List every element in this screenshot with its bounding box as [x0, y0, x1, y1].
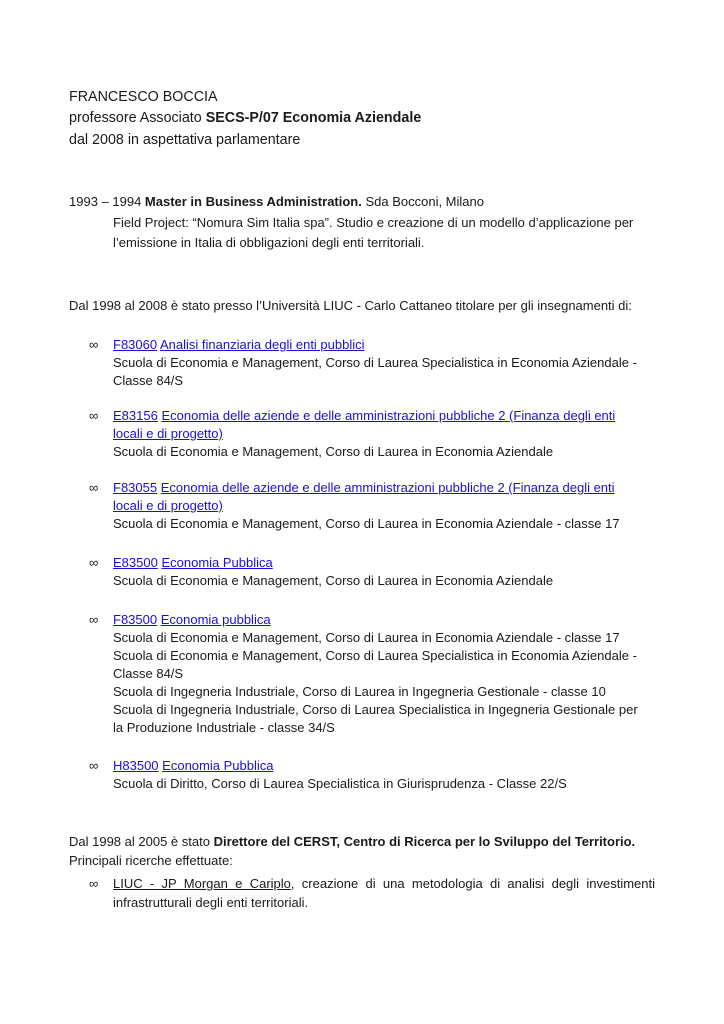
infinity-bullet-icon: ∞: [89, 337, 99, 352]
course-detail: la Produzione Industriale - classe 34/S: [113, 720, 335, 735]
course-title-link[interactable]: Economia delle aziende e delle amministrazioni pubbliche 2 (Finanza degli enti: [161, 408, 616, 423]
infinity-bullet-icon: ∞: [89, 758, 99, 773]
course-code-link[interactable]: E83156: [113, 408, 158, 423]
role-prefix: professore Associato: [69, 110, 206, 126]
course-title-line: [113, 612, 271, 628]
course-title-link[interactable]: Analisi finanziaria degli enti pubblici: [160, 337, 365, 352]
research-subtitle: Principali ricerche effettuate:: [69, 853, 233, 868]
course-detail: Scuola di Economia e Management, Corso di Laurea in Economia Aziendale: [113, 573, 554, 588]
author-status: dal 2008 in aspettativa parlamentare: [69, 132, 301, 148]
course-code-link[interactable]: F83500: [113, 612, 158, 627]
course-detail: Scuola di Economia e Management, Corso di Laurea Specialistica in Economia Aziendale -: [113, 648, 637, 663]
research-intro-prefix: Dal 1998 al 2005 è stato: [69, 834, 214, 849]
course-title-line: [113, 480, 615, 496]
course-code-link[interactable]: F83060: [113, 337, 158, 352]
education-years: 1993 – 1994: [69, 194, 145, 209]
course-title-link[interactable]: Economia delle aziende e delle amministrazioni pubbliche 2 (Finanza degli enti: [160, 480, 615, 495]
infinity-bullet-icon: ∞: [89, 876, 99, 891]
education-school: Sda Bocconi, Milano: [361, 194, 484, 209]
course-title-link[interactable]: Economia pubblica: [160, 612, 271, 627]
infinity-bullet-icon: ∞: [89, 612, 99, 627]
course-code-link[interactable]: F83055: [113, 480, 158, 495]
course-detail: Classe 84/S: [113, 373, 184, 388]
teaching-intro: Dal 1998 al 2008 è stato presso l’Università LIUC - Carlo Cattaneo titolare per gli insegnamenti di:: [69, 298, 632, 313]
education-degree: Master in Business Administration.: [144, 194, 362, 209]
course-code-link[interactable]: E83500: [113, 555, 158, 570]
course-code-link[interactable]: H83500: [113, 758, 159, 773]
field-project-line-2: l’emissione in Italia di obbligazioni degli enti territoriali.: [113, 235, 425, 250]
course-detail: Scuola di Economia e Management, Corso di Laurea in Economia Aziendale - classe 17: [113, 630, 620, 645]
infinity-bullet-icon: ∞: [89, 555, 99, 570]
infinity-bullet-icon: ∞: [89, 408, 99, 423]
course-detail: Scuola di Economia e Management, Corso di Laurea in Economia Aziendale: [113, 444, 554, 459]
research-item-line-1: [113, 876, 655, 892]
author-name: FRANCESCO BOCCIA: [69, 89, 218, 105]
course-detail: Scuola di Ingegneria Industriale, Corso di Laurea in Ingegneria Gestionale - classe 10: [113, 684, 606, 699]
course-detail: Scuola di Economia e Management, Corso di Laurea in Economia Aziendale - classe 17: [113, 516, 620, 531]
course-title-link[interactable]: Economia Pubblica: [162, 758, 274, 773]
course-title-line: [113, 758, 273, 774]
infinity-bullet-icon: ∞: [89, 480, 99, 495]
course-title-line-2: [113, 498, 223, 514]
field-project-line-1: Field Project: “Nomura Sim Italia spa”. Studio e creazione di un modello d’applicazione per: [113, 215, 634, 230]
education-line: [69, 194, 484, 210]
course-title-line-2: [113, 426, 223, 442]
course-detail: Classe 84/S: [113, 666, 184, 681]
research-role: Direttore del CERST, Centro di Ricerca per lo Sviluppo del Territorio.: [213, 834, 636, 849]
course-title-line: [113, 555, 273, 571]
course-title-link-cont[interactable]: locali e di progetto): [113, 498, 223, 513]
course-title-line: [113, 337, 365, 353]
course-detail: Scuola di Ingegneria Industriale, Corso di Laurea Specialistica in Ingegneria Gestionale per: [113, 702, 638, 717]
research-intro: [69, 834, 635, 850]
research-item-text: , creazione di una metodologia di analisi degli investimenti: [290, 876, 655, 891]
author-role: [69, 109, 421, 127]
research-item-link[interactable]: LIUC - JP Morgan e Cariplo: [113, 876, 291, 891]
course-detail: Scuola di Diritto, Corso di Laurea Specialistica in Giurisprudenza - Classe 22/S: [113, 776, 567, 791]
role-title: SECS-P/07 Economia Aziendale: [205, 110, 422, 126]
research-item-line-2: infrastrutturali degli enti territoriali.: [113, 895, 309, 910]
course-detail: Scuola di Economia e Management, Corso di Laurea Specialistica in Economia Aziendale -: [113, 355, 637, 370]
course-title-link-cont[interactable]: locali e di progetto): [113, 426, 223, 441]
course-title-line: [113, 408, 615, 424]
course-title-link[interactable]: Economia Pubblica: [161, 555, 273, 570]
